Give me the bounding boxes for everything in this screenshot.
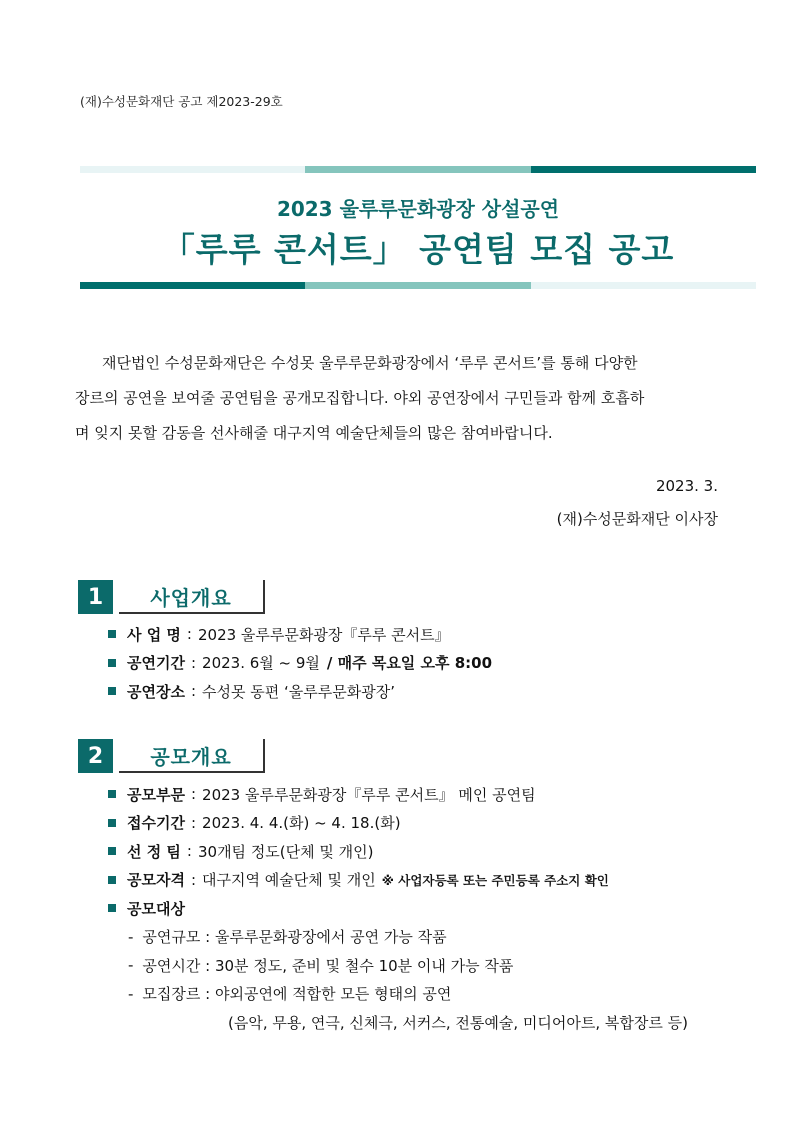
item-value-bold: / 매주 목요일 오후 8:00 [326, 654, 493, 673]
notice-number: (재)수성문화재단 공고 제2023-29호 [80, 94, 283, 109]
intro-paragraph [75, 346, 720, 451]
sub-item-text: 공연규모 : 울루루문화광장에서 공연 가능 작품 [142, 928, 447, 947]
item-label: 공모대상 [127, 899, 185, 918]
square-bullet-icon [108, 876, 116, 884]
intro-line-1: 재단법인 수성문화재단은 수성못 울루루문화광장에서 ‘루루 콘서트’를 통해 다양한 [102, 354, 638, 372]
section-2-items [108, 780, 748, 1037]
list-item: 선 정 팀 : 30개팀 정도(단체 및 개인) [108, 837, 748, 866]
item-label: 공연장소 [127, 682, 185, 701]
page-title: 「루루 콘서트」 공연팀 모집 공고 [161, 230, 675, 269]
notice-signer: (재)수성문화재단 이사장 [556, 510, 718, 528]
section-1-number: 1 [78, 580, 113, 614]
sub-item-text: 공연시간 : 30분 정도, 준비 및 철수 10분 이내 가능 작품 [142, 956, 514, 975]
section-2-number: 2 [78, 739, 113, 773]
intro-line-2: 장르의 공연을 보여줄 공연팀을 공개모집합니다. 야외 공연장에서 구민들과 함께 호흡하 [75, 389, 645, 407]
square-bullet-icon [108, 847, 116, 855]
item-note: ※ 사업자등록 또는 주민등록 주소지 확인 [381, 872, 609, 888]
intro-line-3: 며 잊지 못할 감동을 선사해줄 대구지역 예술단체들의 많은 참여바랍니다. [75, 424, 553, 442]
item-label: 선 정 팀 [127, 842, 181, 861]
page-subtitle: 2023 울루루문화광장 상설공연 [276, 197, 560, 221]
sub-list-item: - 공연규모 : 울루루문화광장에서 공연 가능 작품 [128, 927, 447, 947]
square-bullet-icon [108, 630, 116, 638]
item-value: 2023 울루루문화광장『루루 콘서트』 메인 공연팀 [202, 785, 536, 804]
item-value: 2023 울루루문화광장『루루 콘서트』 [197, 625, 450, 644]
section-2-title: 공모개요 [119, 739, 265, 773]
item-label: 공모부문 [127, 785, 185, 804]
item-value: 대구지역 예술단체 및 개인 [202, 871, 376, 890]
item-label: 공모자격 [127, 871, 185, 890]
section-1-title: 사업개요 [119, 580, 265, 614]
item-value: 수성못 동편 ‘울루루문화광장’ [202, 682, 395, 701]
item-label: 접수기간 [127, 814, 185, 833]
section-1-items [108, 620, 748, 706]
list-item: 공모부문 : 2023 울루루문화광장『루루 콘서트』 메인 공연팀 [108, 780, 748, 809]
title-stripe-top [80, 166, 756, 173]
title-stripe-bottom [80, 282, 756, 289]
list-item: 공모자격 : 대구지역 예술단체 및 개인 ※ 사업자등록 또는 주민등록 주소지 확인 [108, 866, 748, 895]
item-value: 30개팀 정도(단체 및 개인) [197, 842, 374, 861]
item-value: 2023. 4. 4.(화) ~ 4. 18.(화) [202, 814, 401, 833]
square-bullet-icon [108, 687, 116, 695]
list-item: 접수기간 : 2023. 4. 4.(화) ~ 4. 18.(화) [108, 809, 748, 838]
sub-item-text: 모집장르 : 야외공연에 적합한 모든 형태의 공연 [142, 985, 452, 1004]
section-2-header [78, 739, 265, 773]
square-bullet-icon [108, 659, 116, 667]
sub-list-item: - 모집장르 : 야외공연에 적합한 모든 형태의 공연 [128, 984, 452, 1004]
genre-list: (음악, 무용, 연극, 신체극, 서커스, 전통예술, 미디어아트, 복합장르 등) [228, 1013, 688, 1032]
square-bullet-icon [108, 904, 116, 912]
section-1-header [78, 580, 265, 614]
item-label: 공연기간 [127, 654, 185, 673]
list-item [108, 894, 748, 923]
square-bullet-icon [108, 819, 116, 827]
list-item: 공연기간 : 2023. 6월 ~ 9월 / 매주 목요일 오후 8:00 [108, 649, 748, 678]
sub-list-item: - 공연시간 : 30분 정도, 준비 및 철수 10분 이내 가능 작품 [128, 956, 514, 975]
square-bullet-icon [108, 790, 116, 798]
list-item: 사 업 명 : 2023 울루루문화광장『루루 콘서트』 [108, 620, 748, 649]
notice-date: 2023. 3. [655, 477, 718, 495]
item-label: 사 업 명 [127, 625, 181, 644]
item-value: 2023. 6월 ~ 9월 [202, 654, 320, 673]
list-item: 공연장소 : 수성못 동편 ‘울루루문화광장’ [108, 677, 748, 706]
